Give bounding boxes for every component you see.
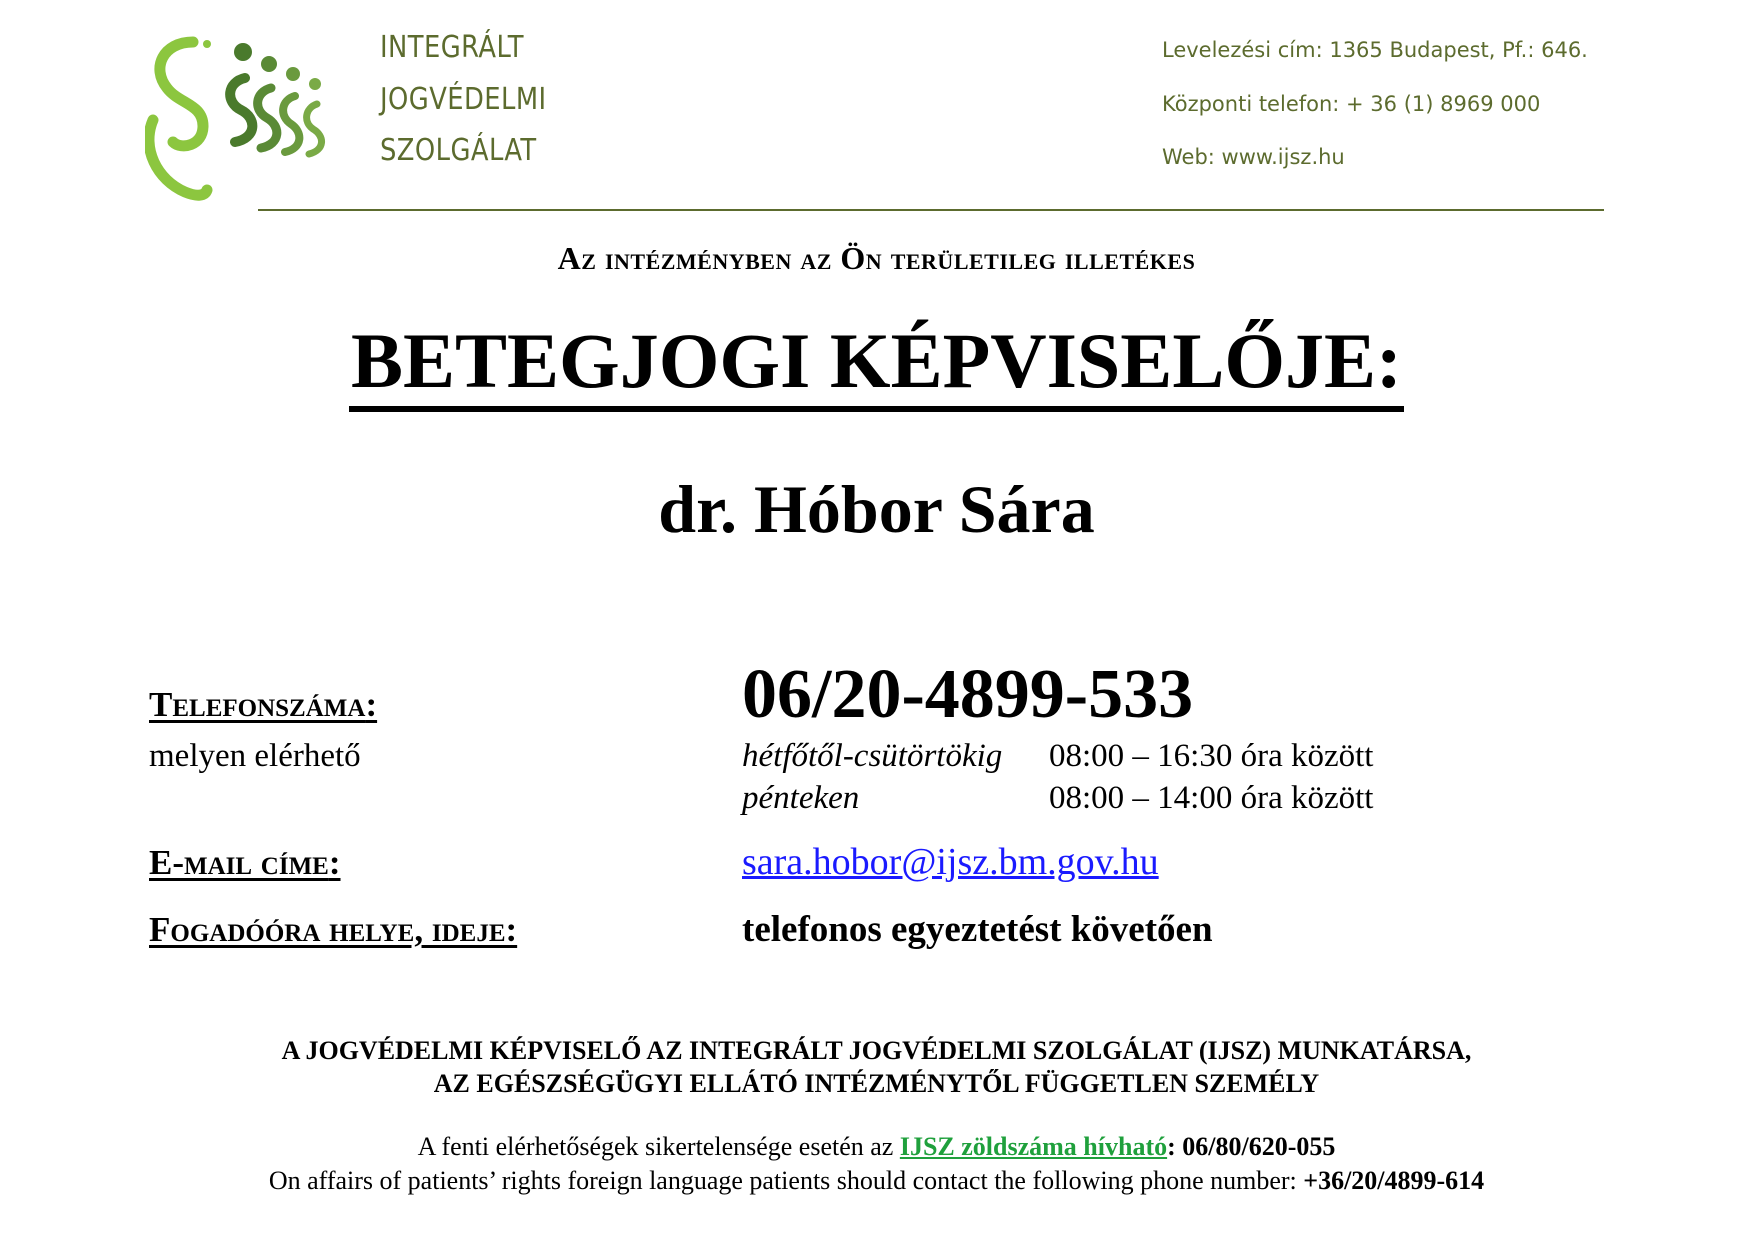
office-hours-value: telefonos egyeztetést követően <box>742 909 1213 950</box>
email-label-text: E-mail címe <box>149 843 329 882</box>
org-name-line-1: INTEGRÁLT <box>380 30 524 65</box>
org-name-line-3: SZOLGÁLAT <box>380 133 537 168</box>
schedule-hours-1: 08:00 – 16:30 óra között <box>1049 738 1374 774</box>
green-number-link[interactable]: IJSZ zöldszáma hívható <box>899 1132 1168 1161</box>
phone-label <box>149 685 377 725</box>
main-title: BETEGJOGI KÉPVISELŐJE: <box>349 318 1404 412</box>
main-title-container <box>0 318 1753 412</box>
subtitle: Az intézményben az Ön területileg illetékes <box>557 240 1196 276</box>
email-link[interactable]: sara.hobor@ijsz.bm.gov.hu <box>742 841 1159 883</box>
foreign-language-text: On affairs of patients’ rights foreign language patients should contact the following phone number: <box>268 1166 1304 1195</box>
green-number-value: : 06/80/620-055 <box>1167 1132 1336 1161</box>
ijsz-logo <box>145 30 355 215</box>
availability-label: melyen elérhető <box>149 738 361 774</box>
office-hours-label <box>149 910 517 950</box>
schedule-hours-2: 08:00 – 14:00 óra között <box>1049 780 1374 816</box>
schedule-days-1: hétfőtől-csütörtökig <box>742 738 1003 774</box>
green-number-prefix: A fenti elérhetőségek sikertelensége esetén az <box>417 1132 900 1161</box>
phone-number[interactable]: 06/20-4899-533 <box>742 656 1194 733</box>
notice-line-2: AZ EGÉSZSÉGÜGYI ELLÁTÓ INTÉZMÉNYTŐL FÜGGETLEN SZEMÉLY <box>433 1069 1320 1098</box>
website[interactable]: Web: www.ijsz.hu <box>1162 145 1345 169</box>
green-number-line <box>0 1132 1753 1162</box>
notice-line-1: A JOGVÉDELMI KÉPVISELŐ AZ INTEGRÁLT JOGVÉDELMI SZOLGÁLAT (IJSZ) MUNKATÁRSA, <box>281 1036 1472 1065</box>
phone-label-text: Telefonszáma <box>149 685 366 724</box>
header-divider <box>258 209 1604 211</box>
phone-label-colon: : <box>365 685 378 724</box>
representative-name: dr. Hóbor Sára <box>658 471 1095 547</box>
central-phone: Központi telefon: + 36 (1) 8969 000 <box>1162 92 1541 116</box>
mailing-address: Levelezési cím: 1365 Budapest, Pf.: 646. <box>1162 38 1588 62</box>
email-label <box>149 843 341 883</box>
office-hours-label-text: Fogadóóra helye, ideje <box>149 910 506 949</box>
foreign-language-phone: +36/20/4899-614 <box>1303 1166 1485 1195</box>
email-label-colon: : <box>328 843 341 882</box>
schedule-days-2: pénteken <box>742 780 860 816</box>
office-hours-label-colon: : <box>505 910 518 949</box>
foreign-language-line <box>0 1166 1753 1196</box>
org-name-line-2: JOGVÉDELMI <box>380 82 547 117</box>
